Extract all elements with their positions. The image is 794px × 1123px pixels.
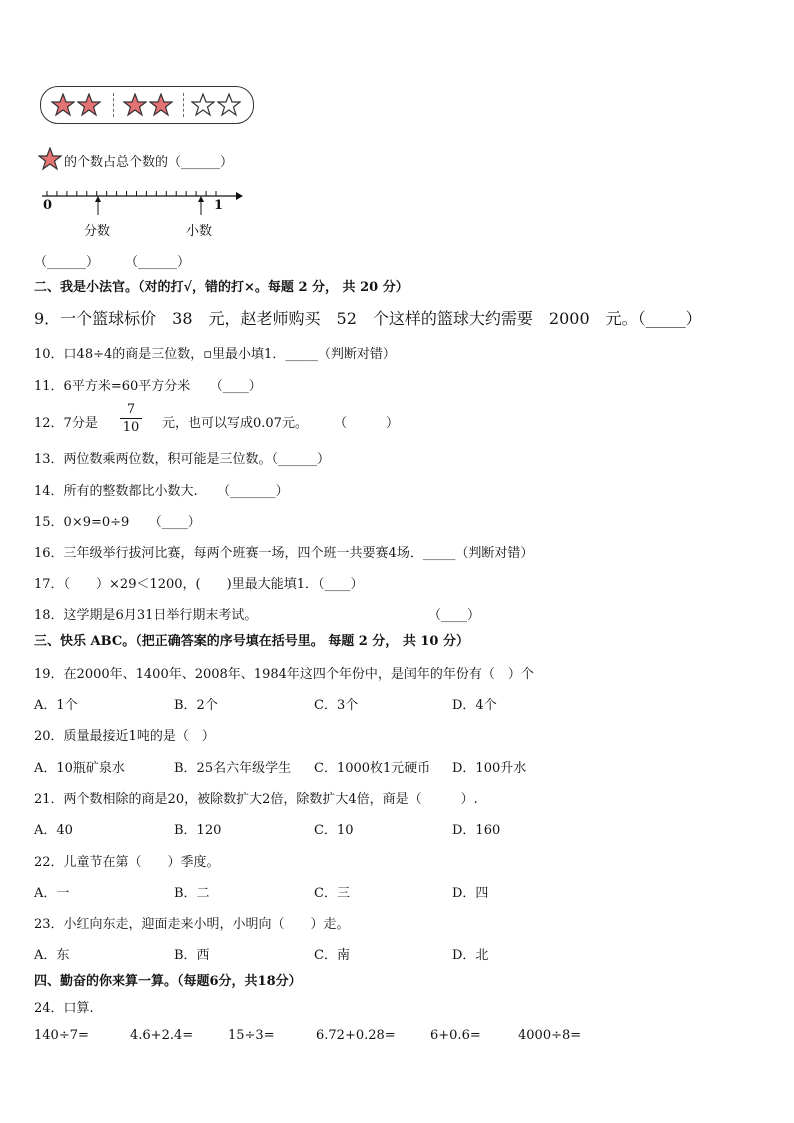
option-b: B．25名六年级学生 [174, 761, 292, 776]
question-18: 18．这学期是6月31日举行期末考试。 [34, 608, 258, 623]
star-question-text: 的个数占总个数的（______） [64, 155, 234, 170]
filled-star-icon [38, 147, 62, 171]
option-b: B．2个 [174, 698, 218, 713]
question-15: 15．0×9=0÷9 （____） [34, 515, 201, 530]
answer-blank-fraction: （______） [34, 255, 100, 270]
question-14: 14．所有的整数都比小数大. （_______） [34, 484, 289, 499]
fraction-denominator: 10 [122, 420, 140, 435]
question-16: 16．三年级举行拔河比赛，每两个班赛一场，四个班一共要赛4场．_____（判断对错） [34, 546, 534, 561]
filled-star-icon [123, 93, 147, 117]
option-c: C．三 [314, 886, 350, 901]
fraction-7-10 [118, 402, 144, 435]
answer-blank-decimal: （______） [125, 255, 191, 270]
option-b: B．二 [174, 886, 210, 901]
question-13: 13．两位数乘两位数，积可能是三位数。（______） [34, 452, 331, 467]
option-a: A．40 [34, 823, 73, 838]
option-d: D．北 [452, 948, 489, 963]
calc-item: 4.6+2.4= [130, 1028, 194, 1043]
option-a: A．一 [34, 886, 70, 901]
option-b: B．西 [174, 948, 210, 963]
option-d: D．4个 [452, 698, 497, 713]
option-a: A．10瓶矿泉水 [34, 761, 125, 776]
option-d: D．160 [452, 823, 501, 838]
question-19: 19．在2000年、1400年、2008年、1984年这四个年份中，是闰年的年份有（ ）个 [34, 667, 534, 682]
number-line-label-1: 1 [214, 198, 224, 213]
arrow-label-decimal: 小数 [186, 224, 213, 239]
calc-item: 6+0.6= [430, 1028, 481, 1043]
empty-star-icon [217, 93, 241, 117]
filled-star-icon [51, 93, 75, 117]
option-c: C．南 [314, 948, 350, 963]
filled-star-icon [149, 93, 173, 117]
up-arrow-icon [196, 196, 206, 216]
question-10: 10．口48÷4的商是三位数，▫里最小填1．_____（判断对错） [34, 347, 396, 362]
option-c: C．1000枚1元硬币 [314, 761, 431, 776]
question-12-suffix: 元，也可以写成0.07元。 （ ） [162, 416, 399, 431]
option-c: C．10 [314, 823, 354, 838]
option-b: B．120 [174, 823, 222, 838]
dashed-divider [113, 93, 114, 117]
question-9: 9．一个篮球标价 38 元，赵老师购买 52 个这样的篮球大约需要 2000 元。（_____） [34, 309, 702, 328]
number-line-label-0: 0 [43, 198, 53, 213]
star-box [40, 86, 254, 124]
question-11: 11．6平方米=60平方分米 （____） [34, 379, 262, 394]
option-c: C．3个 [314, 698, 359, 713]
question-17: 17．（ ）×29＜1200，( )里最大能填1．（____） [34, 577, 364, 592]
question-12-prefix: 12．7分是 [34, 416, 98, 431]
option-a: A．1个 [34, 698, 78, 713]
section-2-title: 二、我是小法官。（对的打√，错的打×。每题 2 分， 共 20 分） [34, 280, 409, 295]
question-21: 21．两个数相除的商是20，被除数扩大2倍，除数扩大4倍，商是（ ）. [34, 792, 478, 807]
question-23: 23．小红向东走，迎面走来小明，小明向（ ）走。 [34, 917, 350, 932]
option-d: D．100升水 [452, 761, 527, 776]
option-d: D．四 [452, 886, 489, 901]
up-arrow-icon [93, 196, 103, 216]
empty-star-icon [191, 93, 215, 117]
option-a: A．东 [34, 948, 70, 963]
calc-item: 6.72+0.28= [316, 1028, 396, 1043]
section-4-title: 四、勤奋的你来算一算。（每题6分，共18分） [34, 974, 302, 989]
question-20: 20．质量最接近1吨的是（ ） [34, 729, 215, 744]
question-22: 22．儿童节在第（ ）季度。 [34, 855, 220, 870]
question-24: 24．口算. [34, 1001, 94, 1016]
dashed-divider [183, 93, 184, 117]
fraction-numerator: 7 [126, 402, 136, 417]
calc-item: 140÷7= [34, 1028, 89, 1043]
arrow-label-fraction: 分数 [84, 224, 111, 239]
fraction-bar [120, 418, 142, 419]
filled-star-icon [77, 93, 101, 117]
question-18-blank: （____） [428, 608, 481, 623]
section-3-title: 三、快乐 ABC。（把正确答案的序号填在括号里。 每题 2 分， 共 10 分） [34, 634, 469, 649]
calc-item: 15÷3= [228, 1028, 275, 1043]
calc-item: 4000÷8= [518, 1028, 582, 1043]
